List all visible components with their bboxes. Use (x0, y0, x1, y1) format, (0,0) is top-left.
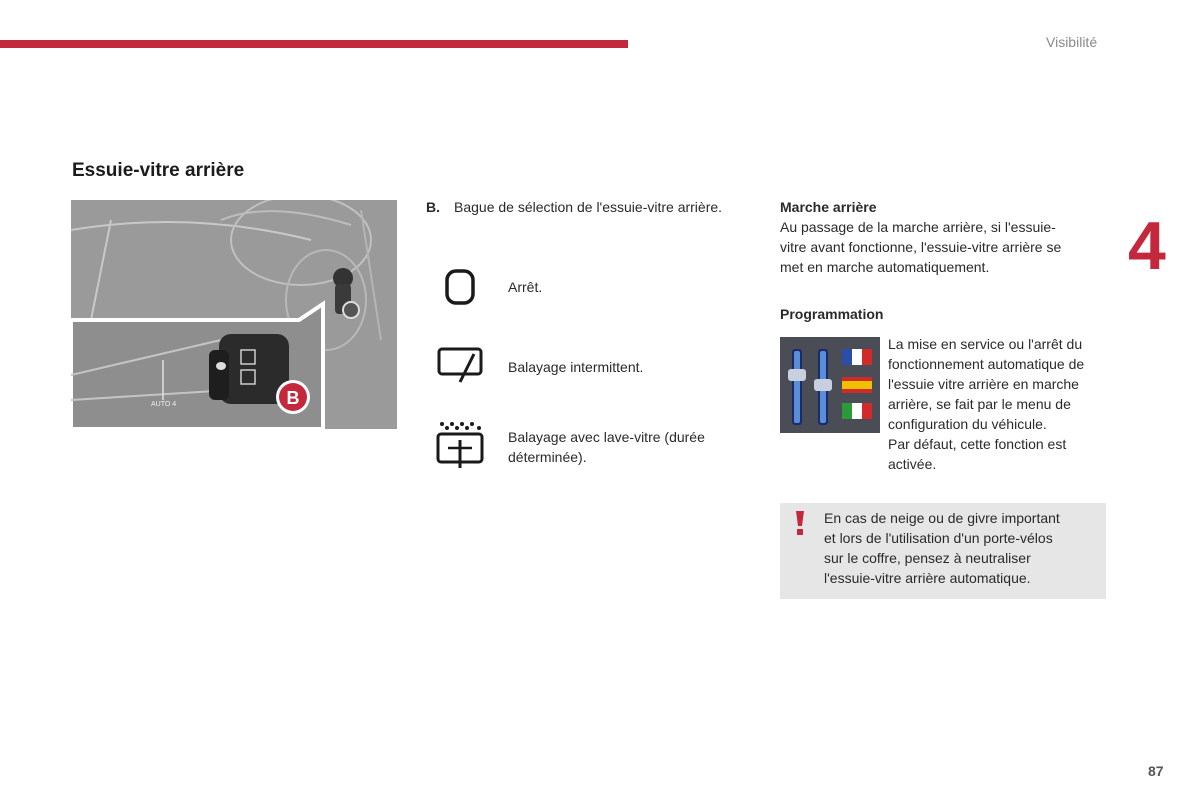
wiper-intermittent-icon (436, 346, 484, 384)
config-menu-icon (780, 337, 880, 433)
programmation-title: Programmation (780, 306, 884, 322)
page-number: 87 (1148, 763, 1164, 779)
wiper-washer-icon (434, 418, 486, 470)
section-title: Visibilité (1046, 34, 1098, 50)
marche-line: vitre avant fonctionne, l'essuie-vitre arrière se (780, 239, 1062, 255)
programmation-line: fonctionnement automatique de (888, 356, 1085, 372)
off-label: Arrêt. (508, 279, 543, 295)
stalk-drawing (71, 200, 397, 429)
marche-line: met en marche automatiquement. (780, 259, 990, 275)
wiper-off-icon (440, 268, 480, 306)
programmation-line: configuration du véhicule. (888, 416, 1047, 432)
chapter-number: 4 (1128, 208, 1166, 284)
warning-line: En cas de neige ou de givre important (824, 510, 1060, 526)
exclamation-icon (793, 510, 807, 536)
programmation-line: La mise en service ou l'arrêt du (888, 336, 1083, 352)
marche-title: Marche arrière (780, 199, 877, 215)
washer-label-line1: Balayage avec lave-vitre (durée (508, 429, 705, 445)
b-description: Bague de sélection de l'essuie-vitre arrière. (454, 199, 723, 215)
wiper-stalk-illustration (71, 200, 397, 429)
programmation-line: l'essuie vitre arrière en marche (888, 376, 1079, 392)
page-title: Essuie-vitre arrière (72, 160, 245, 181)
photo-auto-label: AUTO 4 (151, 401, 177, 408)
programmation-line: Par défaut, cette fonction est (888, 436, 1067, 452)
programmation-line: activée. (888, 456, 937, 472)
photo-badge-b: B (286, 388, 300, 408)
header-accent-bar (0, 40, 628, 48)
warning-line: et lors de l'utilisation d'un porte-vélos (824, 530, 1053, 546)
warning-line: sur le coffre, pensez à neutraliser (824, 550, 1031, 566)
programmation-line: arrière, se fait par le menu de (888, 396, 1071, 412)
washer-label-line2: déterminée). (508, 449, 587, 465)
marche-line: Au passage de la marche arrière, si l'essuie- (780, 219, 1056, 235)
intermittent-label: Balayage intermittent. (508, 359, 644, 375)
b-key: B. (426, 199, 440, 215)
warning-line: l'essuie-vitre arrière automatique. (824, 570, 1031, 586)
